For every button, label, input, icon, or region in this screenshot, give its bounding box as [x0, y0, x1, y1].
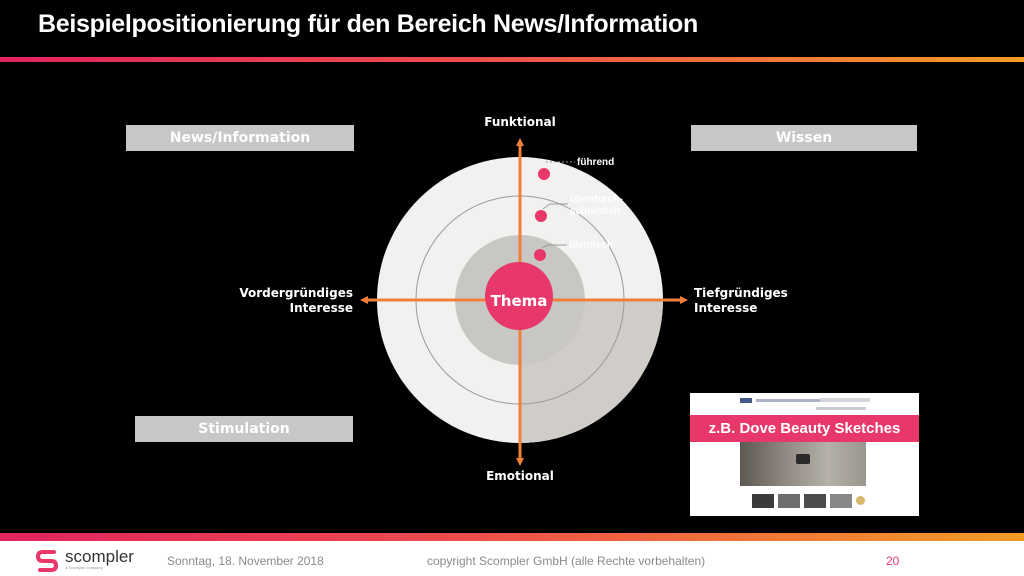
quadrant-bottom-left: Stimulation	[135, 416, 353, 442]
axis-label-left-line2: Interesse	[289, 301, 353, 315]
example-badge-icon	[856, 496, 865, 505]
axis-label-right	[694, 286, 834, 316]
play-icon	[796, 454, 810, 464]
footer-date: Sonntag, 18. November 2018	[167, 554, 324, 568]
axis-label-left	[213, 286, 353, 316]
level-label-middle-line1: überdurch-	[570, 194, 623, 205]
example-thumbnail	[778, 494, 800, 508]
quadrant-top-left: News/Information	[126, 125, 354, 151]
level-dot-identisch	[534, 249, 546, 261]
brand-name: scompler	[65, 547, 134, 566]
page-number: 20	[886, 554, 900, 568]
footer-accent-bar	[0, 533, 1024, 541]
brand-subline: a Scompler company	[65, 565, 103, 570]
example-text-line	[816, 407, 866, 410]
level-label-ueberdurchschnittlich	[570, 194, 623, 218]
axis-label-left-line1: Vordergründiges	[239, 286, 353, 300]
thema-label: Thema	[490, 292, 548, 310]
example-banner: z.B. Dove Beauty Sketches	[690, 415, 919, 442]
axis-label-right-line1: Tiefgründiges	[694, 286, 788, 300]
example-thumbnail	[752, 494, 774, 508]
level-dot-fuehrend	[538, 168, 550, 180]
example-social-icons	[820, 398, 870, 402]
example-video-frame	[740, 442, 866, 486]
footer-copyright: copyright Scompler GmbH (alle Rechte vorbehalten)	[427, 554, 706, 568]
example-nav-line	[756, 399, 826, 402]
axis-label-bottom: Emotional	[486, 469, 554, 483]
example-screenshot	[690, 393, 919, 516]
scompler-logo-icon	[35, 548, 59, 572]
example-logo-block	[740, 398, 752, 403]
level-label-fuehrend: führend	[577, 157, 615, 168]
level-label-middle-line2: schnittlich	[570, 206, 621, 217]
level-dot-ueberdurchschnittlich	[535, 210, 547, 222]
level-label-identisch: identisch	[569, 240, 613, 251]
quadrant-top-right: Wissen	[691, 125, 917, 151]
example-thumbnail	[830, 494, 852, 508]
example-thumbnail	[804, 494, 826, 508]
axis-label-top: Funktional	[484, 115, 556, 129]
slide-title: Beispielpositionierung für den Bereich News/Information	[38, 10, 698, 38]
axis-label-right-line2: Interesse	[694, 301, 758, 315]
